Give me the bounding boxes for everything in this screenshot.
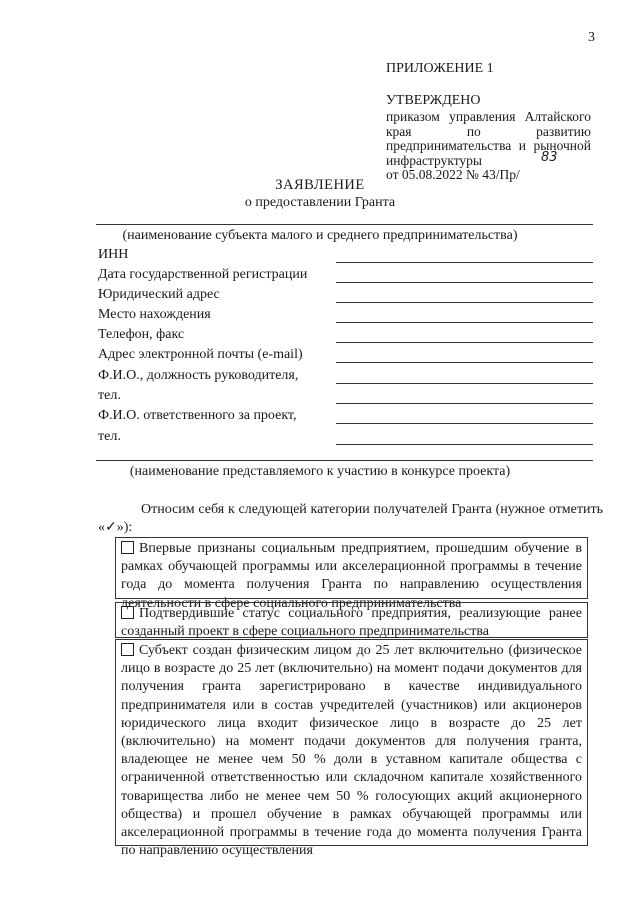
head-phone-input-line[interactable]	[336, 403, 593, 404]
category-box-1	[115, 537, 588, 611]
field-responsible-name-label: Ф.И.О. ответственного за проект,	[98, 408, 297, 423]
approved-heading: УТВЕРЖДЕНО	[386, 93, 481, 108]
project-name-caption: (наименование представляемого к участию в конкурсе проекта)	[129, 464, 511, 479]
field-head-phone-label: тел.	[98, 388, 121, 403]
category-3-text: Субъект создан физическим лицом до 25 лет включительно (физическое лицо в возрасте до 25 лет (включительно) на момент подачи документов для получения гранта зарегистрировано в качестве индивидуального предпринимателя или в состав учредителей (участников) или акционеров юридического лица входит физическое лицо в возрасте до 25 лет (включительно) на момент подачи документов для получения гранта, владеющее не менее чем 50 % доли в уставном капитале общества с ограниченной ответственностью или складочном капитале хозяйственного товарищества либо не менее чем 50 % голосующих акций акционерного общества) и прошел обучение в рамках обучающей программы или акселерационной программы в течение года до момента получения Гранта по направлению осуществления	[121, 643, 582, 859]
document-title	[0, 177, 640, 211]
category-box-3	[115, 639, 588, 859]
field-responsible-phone-label: тел.	[98, 429, 121, 444]
category-2-checkbox[interactable]	[121, 606, 134, 619]
handwritten-number: 83	[541, 150, 558, 165]
inn-input-line[interactable]	[336, 262, 593, 263]
field-inn-label: ИНН	[98, 247, 129, 262]
field-registration-date-label: Дата государственной регистрации	[98, 267, 308, 282]
email-input-line[interactable]	[336, 362, 593, 363]
approval-block	[386, 60, 591, 183]
category-3-checkbox[interactable]	[121, 643, 134, 656]
entity-name-line[interactable]	[96, 224, 593, 225]
annex-heading: ПРИЛОЖЕНИЕ 1	[386, 61, 494, 76]
field-phone-fax-label: Телефон, факс	[98, 327, 185, 342]
entity-name-caption: (наименование субъекта малого и среднего предпринимательства)	[122, 228, 518, 243]
head-name-input-line[interactable]	[336, 383, 593, 384]
category-2-text: Подтвердившие статус социального предприятия, реализующие ранее созданный проект в сфере социального предпринимательства	[121, 606, 582, 640]
responsible-name-input-line[interactable]	[336, 423, 593, 424]
field-location-label: Место нахождения	[98, 307, 211, 322]
title-sub: о предоставлении Гранта	[244, 195, 396, 210]
category-1-text: Впервые признаны социальным предприятием, прошедшим обучение в рамках обучающей программы или акселерационной программы в течение года до момента получения Гранта по направлению осуществления деятельности в сфере социального предпринимательства	[121, 541, 582, 611]
field-legal-address-label: Юридический адрес	[98, 287, 220, 302]
approval-date-number: от 05.08.2022 № 43/Пр/	[386, 167, 520, 182]
approval-order-text: приказом управления Алтайского края по развитию предпринимательства и рыночной инфраструктуры	[386, 109, 591, 168]
page-number: 3	[588, 30, 595, 45]
title-main: ЗАЯВЛЕНИЕ	[275, 177, 365, 193]
category-box-2	[115, 602, 588, 638]
category-1-checkbox[interactable]	[121, 541, 134, 554]
category-intro: Относим себя к следующей категории получателей Гранта (нужное отметить «✓»):	[98, 502, 603, 535]
project-name-line[interactable]	[96, 460, 593, 461]
location-input-line[interactable]	[336, 322, 593, 323]
registration-date-input-line[interactable]	[336, 282, 593, 283]
legal-address-input-line[interactable]	[336, 302, 593, 303]
responsible-phone-input-line[interactable]	[336, 444, 593, 445]
field-head-name-label: Ф.И.О., должность руководителя,	[98, 368, 299, 383]
phone-fax-input-line[interactable]	[336, 342, 593, 343]
field-email-label: Адрес электронной почты (e-mail)	[98, 347, 303, 362]
